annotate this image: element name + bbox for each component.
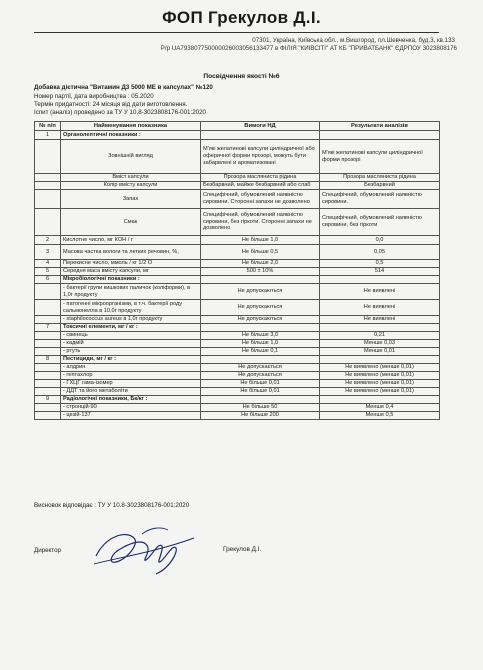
row-result bbox=[320, 131, 440, 140]
row-number: 1 bbox=[35, 131, 61, 140]
row-indicator-name: - цезій-137 bbox=[61, 412, 201, 420]
table-row bbox=[35, 236, 440, 245]
row-result bbox=[320, 356, 440, 364]
table-row bbox=[35, 364, 440, 372]
row-indicator-name: - бактерії групи кишкових паличок (коліформи), в 1,0г продукту bbox=[61, 284, 201, 300]
table-row bbox=[35, 174, 440, 182]
director-name: Грекулов Д.І. bbox=[223, 546, 262, 553]
row-indicator-name: Середня маса вмісту капсули, мг bbox=[61, 268, 201, 276]
row-result: М'які желатинові капсули циліндричної форми прозорі bbox=[320, 140, 440, 174]
table-row bbox=[35, 182, 440, 190]
row-indicator-name: - staphilococcus aureus в 1,0г продукту bbox=[61, 316, 201, 324]
row-indicator-name: Вміст капсули bbox=[61, 174, 201, 182]
row-result: Менше 0,01 bbox=[320, 348, 440, 356]
table-row bbox=[35, 276, 440, 284]
row-number bbox=[35, 372, 61, 380]
table-row bbox=[35, 396, 440, 404]
director-label: Директор bbox=[34, 547, 61, 554]
row-number bbox=[35, 380, 61, 388]
col-header-requirements: Вимоги НД bbox=[201, 122, 320, 131]
table-row bbox=[35, 284, 440, 300]
table-row bbox=[35, 380, 440, 388]
product-value: "Витамин Д3 5000 МЕ в капсулах" №120 bbox=[90, 84, 213, 91]
row-result: Не виявлені bbox=[320, 316, 440, 324]
row-result: 0,5 bbox=[320, 260, 440, 268]
table-row bbox=[35, 245, 440, 260]
table-row bbox=[35, 316, 440, 324]
table-row bbox=[35, 404, 440, 412]
row-requirement: Не допускаються bbox=[201, 284, 320, 300]
row-number bbox=[35, 316, 61, 324]
company-bank-details: Р/р UA793807750000026003056133477 в ФІЛІЯ "КИЇВСІТІ" АТ КБ "ПРИВАТБАНК" ЄДРПОУ 3023808176 bbox=[160, 45, 457, 52]
row-result: Менше 0,4 bbox=[320, 404, 440, 412]
col-header-no: № п/п bbox=[35, 122, 61, 131]
table-row bbox=[35, 268, 440, 276]
row-indicator-name: - гептахлор bbox=[61, 372, 201, 380]
row-requirement: Не більше 0,5 bbox=[201, 245, 320, 260]
row-indicator-name: Запах bbox=[61, 190, 201, 209]
row-result: 0,21 bbox=[320, 332, 440, 340]
row-indicator-name: Перекисне число, ммоль / кг 1/2 О bbox=[61, 260, 201, 268]
table-row bbox=[35, 348, 440, 356]
product-line bbox=[34, 84, 213, 91]
table-row bbox=[35, 388, 440, 396]
row-requirement bbox=[201, 131, 320, 140]
row-result: Менше 0,5 bbox=[320, 412, 440, 420]
row-result: Не виявлено (менше 0,01) bbox=[320, 388, 440, 396]
row-requirement: Прозора масляниста рідина bbox=[201, 174, 320, 182]
row-indicator-name: - свинець bbox=[61, 332, 201, 340]
row-indicator-name: Зовнішній вигляд bbox=[61, 140, 201, 174]
row-result: Безбарвний bbox=[320, 182, 440, 190]
table-row bbox=[35, 356, 440, 364]
row-requirement: Не допускаються bbox=[201, 300, 320, 316]
row-number bbox=[35, 300, 61, 316]
row-indicator-name: Радіологічні показники, Бк/кг : bbox=[61, 396, 201, 404]
quality-table bbox=[34, 121, 440, 420]
row-indicator-name: Пестициди, мг / кг : bbox=[61, 356, 201, 364]
row-indicator-name: Мікробіологічні показники : bbox=[61, 276, 201, 284]
row-result bbox=[320, 276, 440, 284]
row-number bbox=[35, 190, 61, 209]
row-indicator-name: - стронцій-90 bbox=[61, 404, 201, 412]
table-row bbox=[35, 140, 440, 174]
row-indicator-name: Смак bbox=[61, 209, 201, 236]
row-number: 2 bbox=[35, 236, 61, 245]
row-number: 3 bbox=[35, 245, 61, 260]
row-indicator-name: Кислотне число, мг КОН / г bbox=[61, 236, 201, 245]
row-result: Не виявлено (менше 0,01) bbox=[320, 372, 440, 380]
header-divider bbox=[34, 32, 439, 33]
table-row bbox=[35, 190, 440, 209]
row-number bbox=[35, 182, 61, 190]
row-number: 6 bbox=[35, 276, 61, 284]
director-signature bbox=[86, 518, 202, 578]
row-result: Специфічний, обумовлений наявністю сировини. bbox=[320, 190, 440, 209]
row-indicator-name: - ртуть bbox=[61, 348, 201, 356]
row-result bbox=[320, 324, 440, 332]
row-result: Не виявлено (менше 0,01) bbox=[320, 364, 440, 372]
row-requirement: Не більше 0,01 bbox=[201, 380, 320, 388]
product-label: Добавка дієтична bbox=[34, 84, 89, 91]
row-indicator-name: Органолептичні показники : bbox=[61, 131, 201, 140]
row-requirement: Не більше 200 bbox=[201, 412, 320, 420]
row-requirement: Специфічний, обумовлений наявністю сировини. Сторонні запахи не дозволено bbox=[201, 190, 320, 209]
row-requirement: Не більше 2,0 bbox=[201, 260, 320, 268]
batch-line: Номер партії, дата виробництва : 05.2020 bbox=[34, 93, 154, 100]
row-indicator-name: - патогенні мікроорганізми, в т.ч. бактерії роду сальмонелла в 10,0г продукту bbox=[61, 300, 201, 316]
row-number: 8 bbox=[35, 356, 61, 364]
col-header-results: Результати аналізів bbox=[320, 122, 440, 131]
row-requirement: Не більше 1,0 bbox=[201, 236, 320, 245]
row-result: 0,0 bbox=[320, 236, 440, 245]
row-number bbox=[35, 340, 61, 348]
table-row bbox=[35, 372, 440, 380]
table-row bbox=[35, 209, 440, 236]
row-result: 514 bbox=[320, 268, 440, 276]
certificate-title: Посвідчення якості №6 bbox=[203, 73, 280, 80]
table-row bbox=[35, 131, 440, 140]
table-row bbox=[35, 324, 440, 332]
row-result: Не виявлені bbox=[320, 300, 440, 316]
row-requirement: Не більше 3,0 bbox=[201, 332, 320, 340]
row-indicator-name: Токсичні елементи, мг / кг : bbox=[61, 324, 201, 332]
row-requirement bbox=[201, 356, 320, 364]
test-method-line: Іспит (аналіз) проведено за ТУ У 10.8-3023808176-001:2020 bbox=[34, 109, 206, 116]
table-row bbox=[35, 300, 440, 316]
row-requirement: Не більше 50 bbox=[201, 404, 320, 412]
table-row bbox=[35, 412, 440, 420]
row-result: Не виявлені bbox=[320, 284, 440, 300]
row-indicator-name: - кадмій bbox=[61, 340, 201, 348]
row-result: Не виявлено (менше 0,01) bbox=[320, 380, 440, 388]
row-requirement bbox=[201, 276, 320, 284]
row-number bbox=[35, 412, 61, 420]
row-number bbox=[35, 348, 61, 356]
row-requirement: Не допускаються bbox=[201, 316, 320, 324]
row-indicator-name: - алдрин bbox=[61, 364, 201, 372]
shelf-life-line: Термін придатності: 24 місяця від дати виготовлення. bbox=[34, 101, 188, 108]
row-result: 0,05 bbox=[320, 245, 440, 260]
row-number bbox=[35, 174, 61, 182]
company-address: 07301, Україна, Київська обл., м.Вишгород, пл.Шевченка, буд.3, кв.133 bbox=[252, 37, 455, 44]
table-row bbox=[35, 332, 440, 340]
row-requirement: 500 ± 10% bbox=[201, 268, 320, 276]
row-number: 5 bbox=[35, 268, 61, 276]
row-number bbox=[35, 364, 61, 372]
row-requirement: Не допускається bbox=[201, 372, 320, 380]
row-requirement: М'які желатинові капсули циліндричної або оферичної форми прозорі, можуть бути забарвлені и ароматизовані bbox=[201, 140, 320, 174]
row-number bbox=[35, 140, 61, 174]
row-requirement bbox=[201, 396, 320, 404]
row-number bbox=[35, 209, 61, 236]
row-requirement: Специфічний, обумовлений наявністю сировини, без гіркоти. Сторонні запахи не дозволено bbox=[201, 209, 320, 236]
row-requirement: Не більше 1,0 bbox=[201, 340, 320, 348]
row-result: Менше 0,03 bbox=[320, 340, 440, 348]
col-header-name: Найменування показника bbox=[61, 122, 201, 131]
conclusion: Висновок відповідає : ТУ У 10.8-3023808176-001:2020 bbox=[34, 502, 190, 509]
row-requirement bbox=[201, 324, 320, 332]
row-requirement: Не допускається bbox=[201, 364, 320, 372]
row-indicator-name: Колір вмісту капсули bbox=[61, 182, 201, 190]
row-requirement: Безбарвний, майже безбарвний або слаб bbox=[201, 182, 320, 190]
table-row bbox=[35, 340, 440, 348]
row-result: Прозора масляниста рідина bbox=[320, 174, 440, 182]
company-name: ФОП Грекулов Д.І. bbox=[162, 8, 321, 27]
row-number bbox=[35, 388, 61, 396]
row-number: 9 bbox=[35, 396, 61, 404]
row-indicator-name: - ДДТ та його метаболіти bbox=[61, 388, 201, 396]
row-number bbox=[35, 284, 61, 300]
row-number: 4 bbox=[35, 260, 61, 268]
table-row bbox=[35, 260, 440, 268]
table-header-row bbox=[35, 122, 440, 131]
row-number bbox=[35, 404, 61, 412]
row-indicator-name: Масова частка вологи та летких речовин, %, bbox=[61, 245, 201, 260]
row-number bbox=[35, 332, 61, 340]
row-requirement: Не більше 0,01 bbox=[201, 388, 320, 396]
row-requirement: Не більше 0,1 bbox=[201, 348, 320, 356]
row-number: 7 bbox=[35, 324, 61, 332]
row-indicator-name: - ГХЦГ гама-ізомер bbox=[61, 380, 201, 388]
row-result bbox=[320, 396, 440, 404]
row-result: Специфічний, обумовлений наявністю сировини, без гіркоти bbox=[320, 209, 440, 236]
